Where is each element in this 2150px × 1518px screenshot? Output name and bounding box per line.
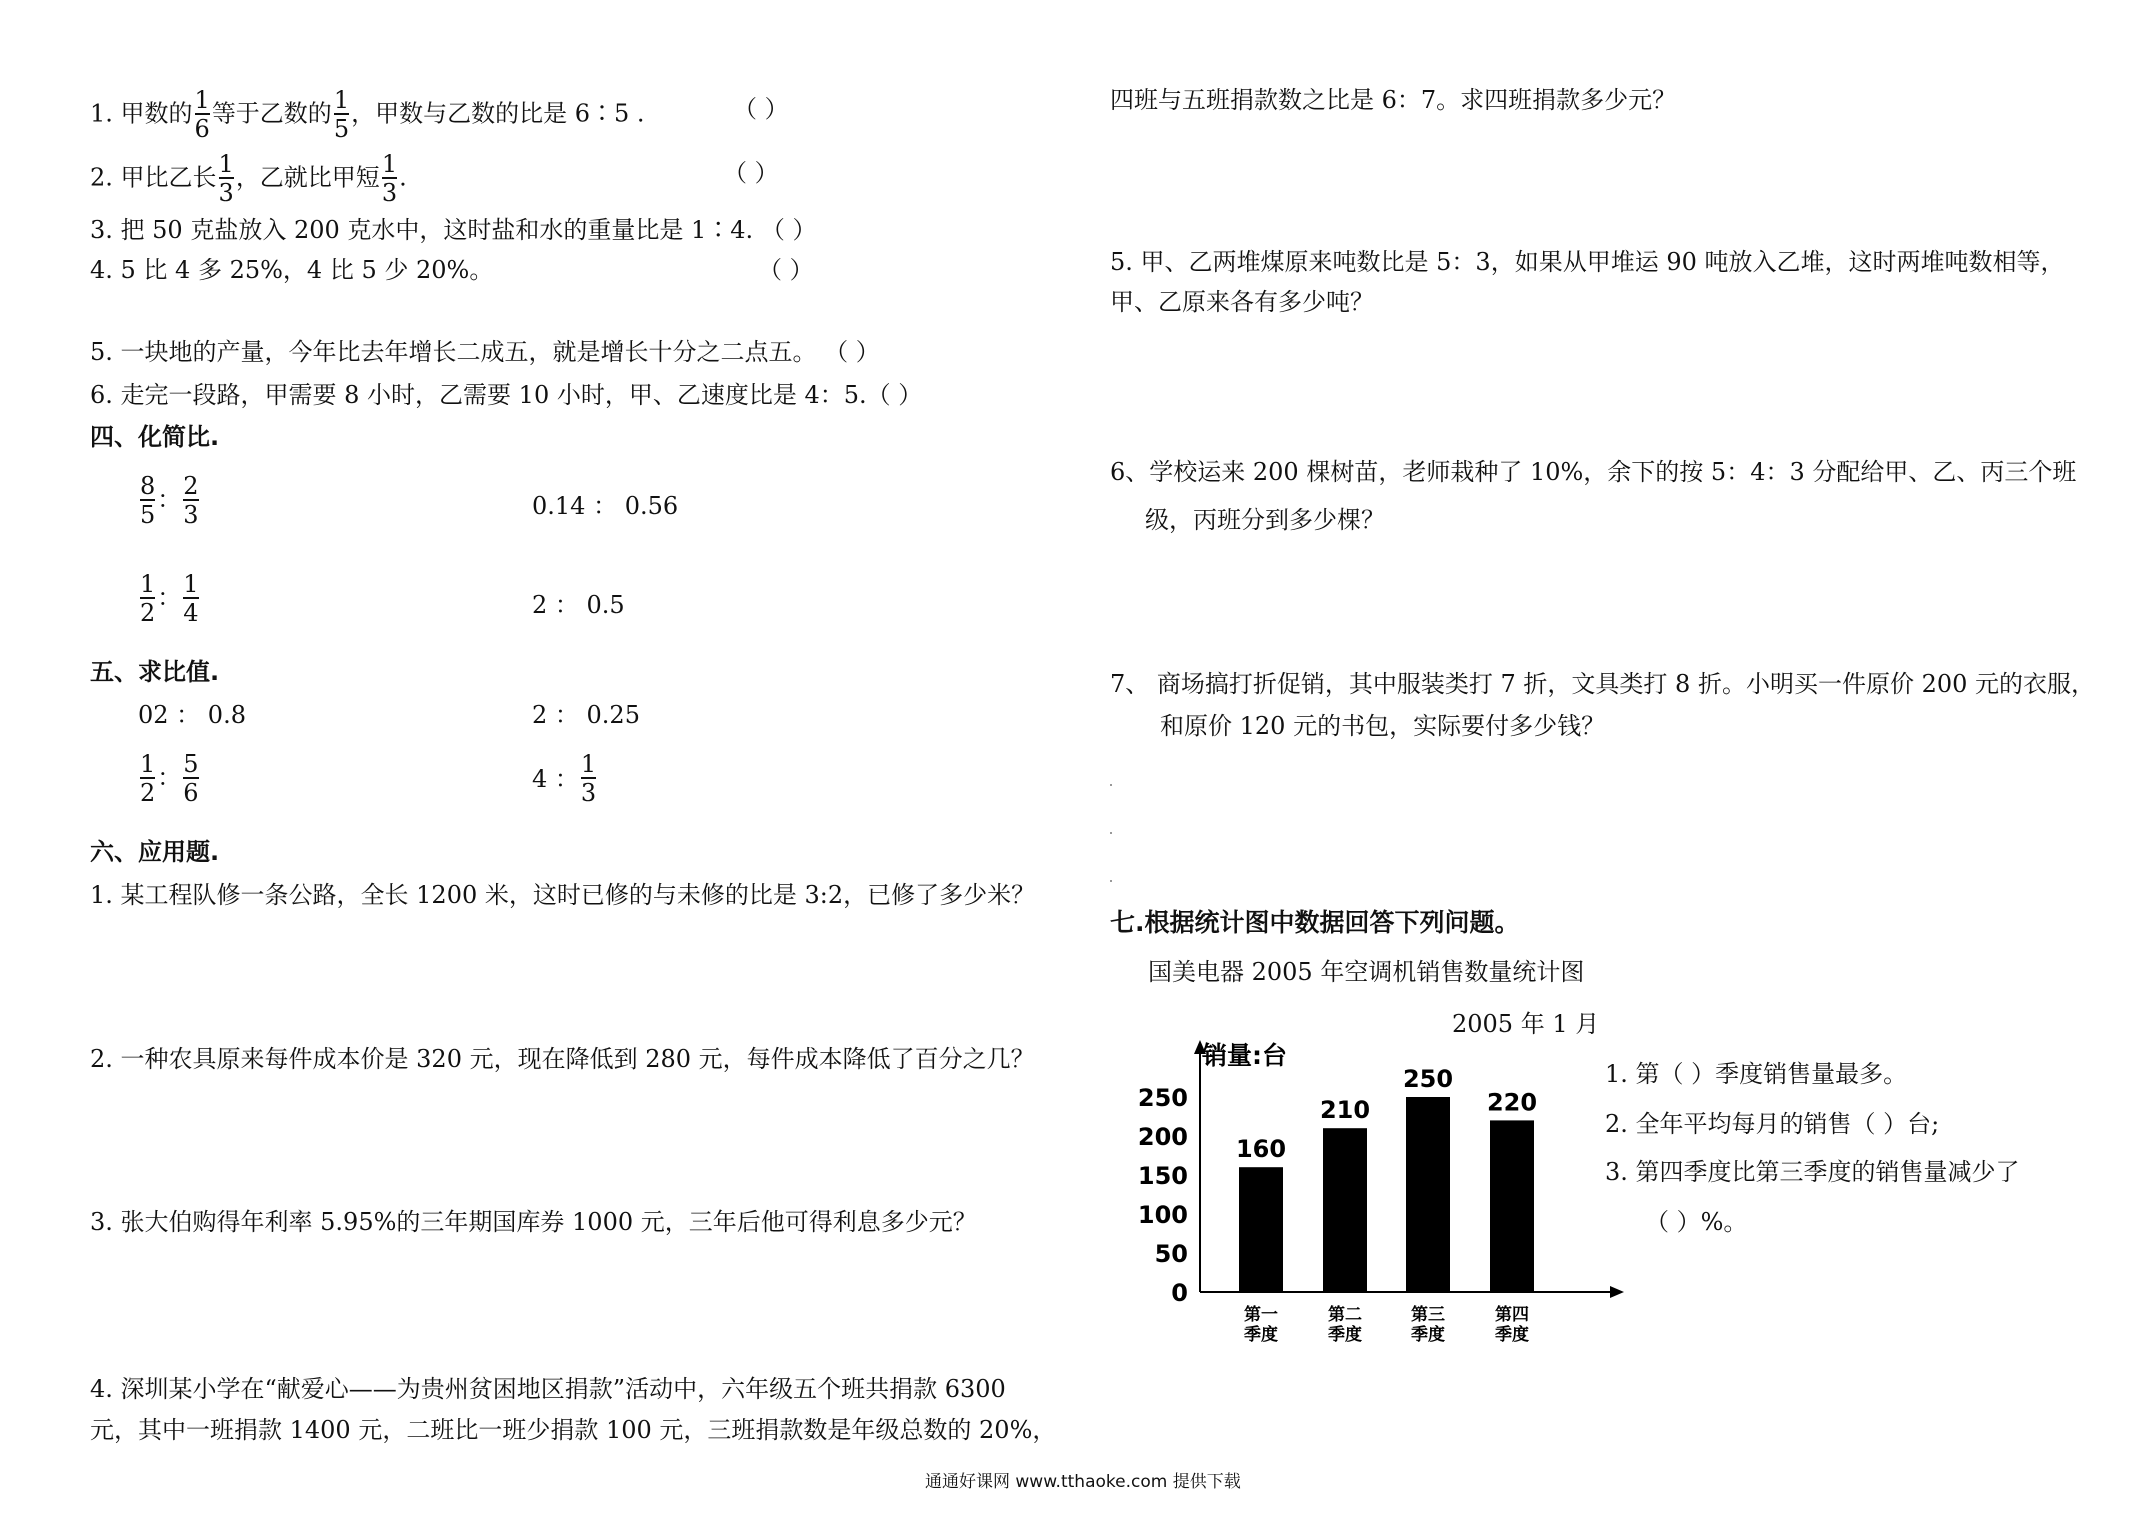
y-tick-label: 50	[1154, 1240, 1188, 1268]
word-problem-7-line-2: 和原价 120 元的书包，实际要付多少钱？	[1160, 712, 1606, 740]
chart-question-3-answer: （ ）%。	[1645, 1208, 1748, 1236]
bar-value-label: 250	[1402, 1065, 1454, 1093]
chart-title: 国美电器 2005 年空调机销售数量统计图	[1148, 958, 1585, 986]
bar-value-label: 160	[1235, 1135, 1287, 1164]
ratio-value-4: 4 ： $\frac{1}{3}$	[532, 750, 597, 808]
x-tick-label: 第二	[1328, 1305, 1362, 1325]
word-problem-1: 1. 某工程队修一条公路，全长 1200 米，这时已修的与未修的比是 3:2，已修了多少米？	[90, 881, 1036, 909]
x-tick-label: 季度	[1244, 1325, 1278, 1345]
y-axis-label: 销量:台	[1202, 1041, 1287, 1070]
bar	[1239, 1167, 1283, 1292]
x-tick-label: 第四	[1495, 1305, 1529, 1325]
chart-subtitle: 2005 年 1 月	[1452, 1010, 1600, 1038]
x-tick-label: 第一	[1244, 1305, 1278, 1325]
bar	[1490, 1120, 1534, 1292]
section-7-title: 七.根据统计图中数据回答下列问题。	[1110, 908, 1520, 937]
ratio-expression-4: 2 ： 0.5	[532, 591, 625, 619]
answer-paren-4[interactable]: （ ）	[758, 256, 814, 284]
scan-dot	[1110, 880, 1112, 882]
y-tick-label: 250	[1137, 1084, 1188, 1112]
word-problem-4-line-3: 四班与五班捐款数之比是 6：7。求四班捐款多少元？	[1110, 86, 1677, 114]
tf-question-5: 5. 一块地的产量，今年比去年增长二成五，就是增长十分之二点五。 （ ）	[90, 338, 880, 366]
tf-question-6: 6. 走完一段路，甲需要 8 小时，乙需要 10 小时，甲、乙速度比是 4：5.（ ）	[90, 381, 923, 409]
y-tick-label: 150	[1137, 1162, 1188, 1190]
answer-paren-2[interactable]: （ ）	[723, 159, 779, 187]
fraction: $\frac{1}{5}$	[333, 86, 350, 144]
bar-value-label: 220	[1486, 1088, 1538, 1117]
x-tick-label: 季度	[1328, 1325, 1362, 1345]
tf-question-3: 3. 把 50 克盐放入 200 克水中，这时盐和水的重量比是 1∶4. （ ）	[90, 216, 817, 244]
scan-dot	[1110, 832, 1112, 834]
scan-dot	[1110, 784, 1112, 786]
bar	[1323, 1128, 1367, 1292]
section-5-title: 五、求比值.	[90, 658, 220, 686]
word-problem-4-line-1: 4. 深圳某小学在“献爱心——为贵州贫困地区捐款”活动中，六年级五个班共捐款 6300	[90, 1375, 1006, 1403]
y-tick-label: 0	[1171, 1279, 1188, 1307]
word-problem-6-line-1: 6、学校运来 200 棵树苗，老师栽种了 10%，余下的按 5：4：3 分配给甲、乙、丙三个班	[1110, 458, 2077, 486]
chart-question-3: 3. 第四季度比第三季度的销售量减少了	[1605, 1158, 2020, 1186]
chart-question-1: 1. 第（ ）季度销售量最多。	[1605, 1060, 1908, 1088]
ratio-expression-3: $\frac{1}{2}$ ： $\frac{1}{4}$	[140, 570, 199, 628]
ratio-expression-1: $\frac{8}{5}$ ： $\frac{2}{3}$	[140, 472, 199, 530]
tf-question-2: 2. 甲比乙长 $\frac{1}{3}$ ，乙就比甲短 $\frac{1}{3}$ .	[90, 150, 407, 208]
answer-paren-1[interactable]: （ ）	[733, 95, 789, 123]
fraction: $\frac{1}{3}$	[381, 150, 398, 208]
ratio-expression-2: 0.14 ： 0.56	[532, 492, 679, 520]
x-tick-label: 第三	[1411, 1305, 1445, 1325]
ratio-value-1: 02 ： 0.8	[138, 701, 246, 729]
bar-chart	[1110, 1030, 1630, 1350]
fraction: $\frac{1}{3}$	[218, 150, 234, 208]
word-problem-7-line-1: 7、 商场搞打折促销，其中服装类打 7 折，文具类打 8 折。小明买一件原价 200 元的衣服，	[1110, 670, 2096, 698]
x-tick-label: 季度	[1411, 1325, 1445, 1345]
word-problem-6-line-2: 级，丙班分到多少棵？	[1145, 506, 1385, 534]
section-4-title: 四、化简比.	[90, 423, 220, 451]
y-tick-label: 100	[1137, 1201, 1188, 1229]
bar-value-label: 210	[1319, 1096, 1371, 1125]
word-problem-3: 3. 张大伯购得年利率 5.95%的三年期国库券 1000 元，三年后他可得利息多少元？	[90, 1208, 977, 1236]
x-axis-arrow	[1610, 1286, 1624, 1298]
tf-question-4: 4. 5 比 4 多 25%，4 比 5 少 20%。	[90, 256, 494, 284]
word-problem-5-line-2: 甲、乙原来各有多少吨？	[1110, 288, 1374, 316]
word-problem-4-line-2: 元，其中一班捐款 1400 元，二班比一班少捐款 100 元，三班捐款数是年级总数的 20%，	[90, 1416, 1057, 1444]
page-footer: 通通好课网 www.tthaoke.com 提供下载	[925, 1472, 1241, 1492]
bar	[1406, 1097, 1450, 1292]
chart-question-2: 2. 全年平均每月的销售（ ）台;	[1605, 1110, 1940, 1138]
x-tick-label: 季度	[1495, 1325, 1529, 1345]
section-6-title: 六、应用题.	[90, 838, 220, 866]
y-tick-label: 200	[1137, 1123, 1188, 1151]
fraction: $\frac{1}{6}$	[194, 86, 210, 144]
ratio-value-2: 2 ： 0.25	[532, 701, 640, 729]
word-problem-5-line-1: 5. 甲、乙两堆煤原来吨数比是 5：3，如果从甲堆运 90 吨放入乙堆，这时两堆吨数相等，	[1110, 248, 2065, 276]
tf-question-1: 1. 甲数的 $\frac{1}{6}$ 等于乙数的 $\frac{1}{5}$ ，甲数与乙数的比是 6∶5 .	[90, 86, 645, 144]
ratio-value-3: $\frac{1}{2}$ ： $\frac{5}{6}$	[140, 750, 199, 808]
word-problem-2: 2. 一种农具原来每件成本价是 320 元，现在降低到 280 元，每件成本降低了百分之几？	[90, 1045, 1035, 1073]
